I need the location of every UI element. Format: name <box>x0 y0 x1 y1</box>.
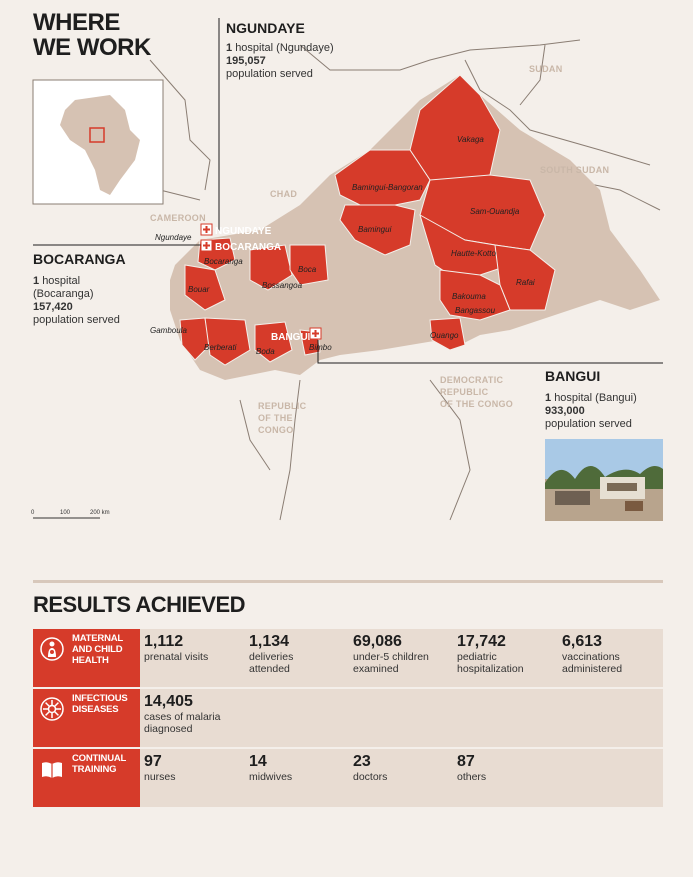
mother-child-icon <box>40 637 64 661</box>
bocaranga-title: BOCARANGA <box>33 251 126 267</box>
category-infectious-diseases: INFECTIOUS DISEASES <box>33 689 140 747</box>
label-bamingui: Bamingui <box>358 225 392 234</box>
svg-text:0: 0 <box>31 510 35 516</box>
label-vakaga: Vakaga <box>457 135 484 144</box>
marker-ngundaye[interactable] <box>201 224 272 237</box>
results-row-infectious <box>33 689 663 747</box>
label-bimbo: Bimbo <box>309 343 332 352</box>
svg-text:100: 100 <box>60 510 71 516</box>
label-bossangoa: Bossangoa <box>262 281 303 290</box>
ngundaye-title: NGUNDAYE <box>226 20 305 36</box>
category-continual-training: CONTINUAL TRAINING <box>33 749 140 807</box>
site-label-bocaranga: BOCARANGA <box>215 242 282 253</box>
section-divider <box>33 580 663 583</box>
site-label-bangui: BANGUI <box>271 332 311 343</box>
label-rafai: Rafai <box>516 278 535 287</box>
stat-pediatric-hospitalization: 17,742 pediatric hospitalization <box>457 633 524 675</box>
label-bangassou: Bangassou <box>455 306 496 315</box>
region-vakaga <box>410 75 500 185</box>
bangui-hospital-photo <box>545 439 663 521</box>
label-berberati: Berberati <box>204 343 237 352</box>
category-maternal-child-health: MATERNAL AND CHILD HEALTH <box>33 629 140 687</box>
bangui-title: BANGUI <box>545 368 601 384</box>
country-drc-2: REPUBLIC <box>440 387 489 397</box>
country-chad: CHAD <box>270 189 298 199</box>
stat-malaria-cases: 14,405 cases of malaria diagnosed <box>144 693 221 735</box>
label-hautte-kotto: Hautte-Kotto <box>451 249 496 258</box>
label-boca: Boca <box>298 265 317 274</box>
infectious-stats <box>140 689 663 747</box>
where-we-work-title: WHERE WE WORK <box>33 9 151 61</box>
stat-doctors: 23 doctors <box>353 753 388 783</box>
bangui-info: BANGUI 1 hospital (Bangui) 933,000 population served <box>545 368 637 430</box>
ngundaye-info: NGUNDAYE 1 hospital (Ngundaye) 195,057 population served <box>226 20 334 80</box>
region-bamingui-bangoran <box>335 150 430 205</box>
results-row-maternal <box>33 629 663 687</box>
stat-deliveries: 1,134 deliveries attended <box>249 633 294 675</box>
label-bocaranga: Bocaranga <box>204 257 243 266</box>
stat-under5-examined: 69,086 under-5 children examined <box>353 633 429 675</box>
country-drc-3: OF THE CONGO <box>440 399 514 409</box>
country-south-sudan: SOUTH SUDAN <box>540 165 610 175</box>
label-boda: Boda <box>256 347 275 356</box>
site-label-ngundaye: NGUNDAYE <box>215 226 272 237</box>
stat-midwives: 14 midwives <box>249 753 293 783</box>
virus-icon <box>40 697 64 721</box>
stat-vaccinations: 6,613 vaccinations administered <box>562 633 623 675</box>
label-bamingui-bangoran: Bamingui-Bangoran <box>352 183 423 192</box>
label-sam-ouandja: Sam-Ouandja <box>470 207 520 216</box>
label-ngundaye: Ngundaye <box>155 233 192 242</box>
africa-inset-map <box>33 80 163 204</box>
training-stats <box>140 749 663 807</box>
bocaranga-info: BOCARANGA 1 hospital (Bocaranga) 157,420 population served <box>33 251 126 326</box>
stat-nurses: 97 nurses <box>144 753 176 783</box>
country-cameroon: CAMEROON <box>150 213 206 223</box>
results-title: RESULTS ACHIEVED <box>33 592 246 617</box>
country-sudan: SUDAN <box>529 64 563 74</box>
label-ouango: Ouango <box>430 331 459 340</box>
book-icon <box>40 757 64 781</box>
results-row-training <box>33 749 663 807</box>
label-bouar: Bouar <box>188 285 210 294</box>
maternal-stats <box>140 629 663 687</box>
country-drc-1: DEMOCRATIC <box>440 375 504 385</box>
stat-others: 87 others <box>457 753 487 783</box>
country-roc-3: CONGO <box>258 425 294 435</box>
country-roc-2: OF THE <box>258 413 293 423</box>
label-gamboula: Gamboula <box>150 326 187 335</box>
country-roc-1: REPUBLIC <box>258 401 307 411</box>
label-bakouma: Bakouma <box>452 292 486 301</box>
svg-text:200 km: 200 km <box>90 510 110 516</box>
scale-bar <box>31 510 110 518</box>
stat-prenatal-visits: 1,112 prenatal visits <box>144 633 209 663</box>
